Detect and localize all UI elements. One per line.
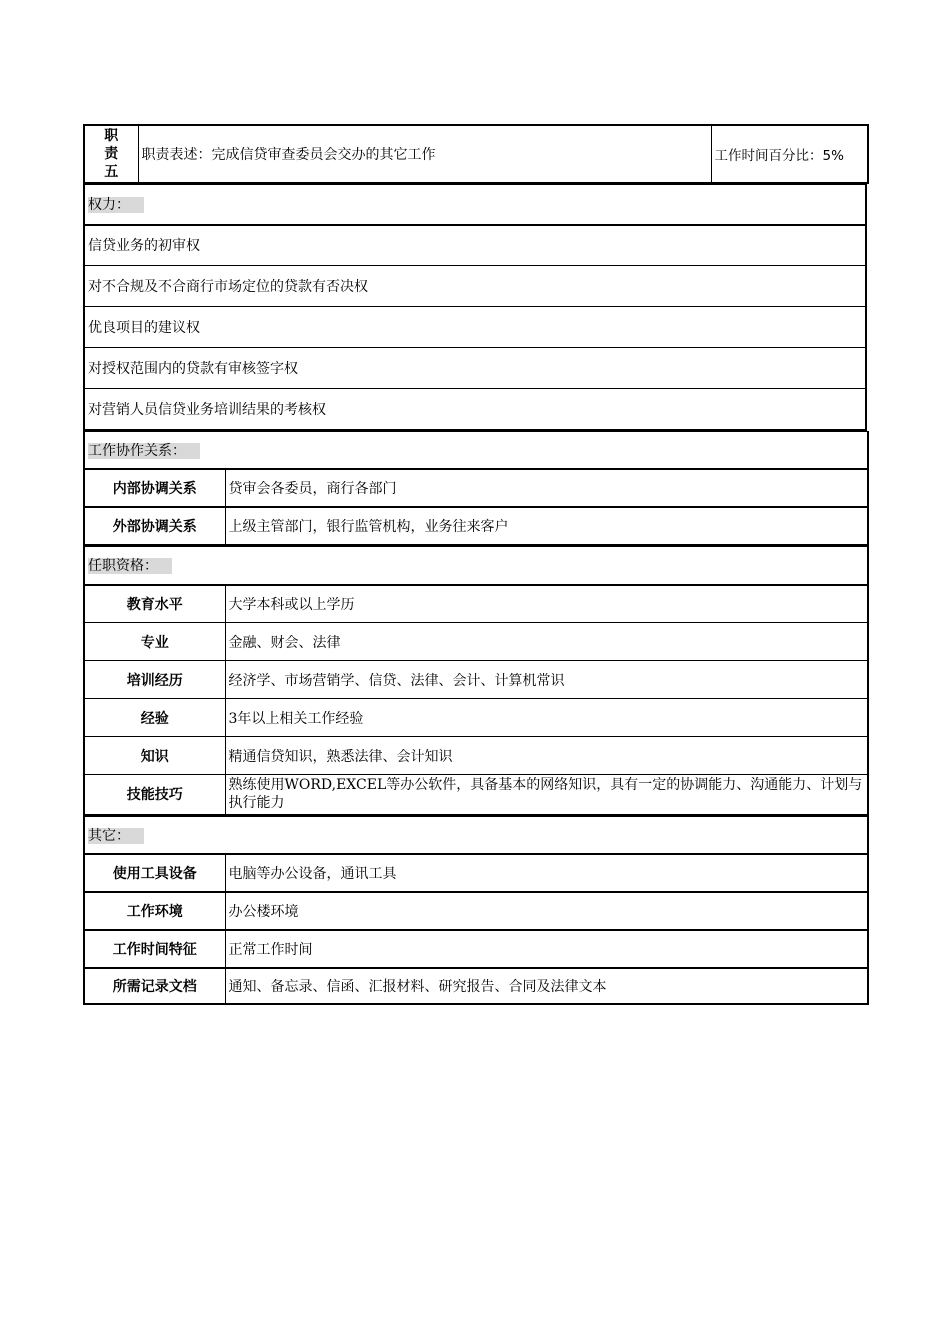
duty-label-char: 职 [104,128,119,144]
training-value: 经济学、市场营销学、信贷、法律、会计、计算机常识 [225,661,868,699]
internal-coordination-label: 内部协调关系 [84,469,225,507]
education-label: 教育水平 [84,585,225,623]
other-header [84,816,868,854]
education-value: 大学本科或以上学历 [225,585,868,623]
authority-item: 优良项目的建议权 [84,307,866,348]
major-value: 金融、财会、法律 [225,623,868,661]
internal-coordination-value: 贷审会各委员，商行各部门 [225,469,868,507]
authority-item: 对授权范围内的贷款有审核签字权 [84,348,866,389]
cooperation-header-text: 工作协作关系： [88,443,200,459]
external-coordination-label: 外部协调关系 [84,507,225,545]
documents-value: 通知、备忘录、信函、汇报材料、研究报告、合同及法律文本 [225,968,868,1004]
skills-value: 熟练使用WORD,EXCEL等办公软件，具备基本的网络知识，具有一定的协调能力、沟通能力、计划与执行能力 [225,775,868,815]
work-hours-value: 正常工作时间 [225,930,868,968]
experience-label: 经验 [84,699,225,737]
duty-description: 职责表述：完成信贷审查委员会交办的其它工作 [138,125,711,183]
knowledge-value: 精通信贷知识，熟悉法律、会计知识 [225,737,868,775]
major-label: 专业 [84,623,225,661]
duty-label [84,125,138,183]
qualifications-header-text: 任职资格： [88,558,172,574]
experience-value: 3年以上相关工作经验 [225,699,868,737]
job-description-document [83,124,867,1005]
external-coordination-value: 上级主管部门，银行监管机构，业务往来客户 [225,507,868,545]
other-table [83,816,869,1006]
environment-value: 办公楼环境 [225,892,868,930]
work-hours-label: 工作时间特征 [84,930,225,968]
authority-item: 信贷业务的初审权 [84,225,866,266]
authority-item: 对不合规及不合商行市场定位的贷款有否决权 [84,266,866,307]
skills-label: 技能技巧 [84,775,225,815]
authority-item: 对营销人员信贷业务培训结果的考核权 [84,389,866,430]
tools-label: 使用工具设备 [84,854,225,892]
duty-label-char: 五 [104,164,119,180]
authority-table [83,184,867,431]
authority-header-text: 权力： [88,197,144,213]
knowledge-label: 知识 [84,737,225,775]
tools-value: 电脑等办公设备，通讯工具 [225,854,868,892]
environment-label: 工作环境 [84,892,225,930]
authority-header [84,185,866,225]
duty-label-char: 责 [104,146,119,162]
other-header-text: 其它： [88,828,144,844]
cooperation-table [83,431,869,547]
qualifications-table [83,546,869,816]
cooperation-header [84,431,868,469]
duty-table [83,124,869,184]
duty-time-percent: 工作时间百分比：5% [711,125,868,183]
qualifications-header [84,547,868,585]
documents-label: 所需记录文档 [84,968,225,1004]
training-label: 培训经历 [84,661,225,699]
